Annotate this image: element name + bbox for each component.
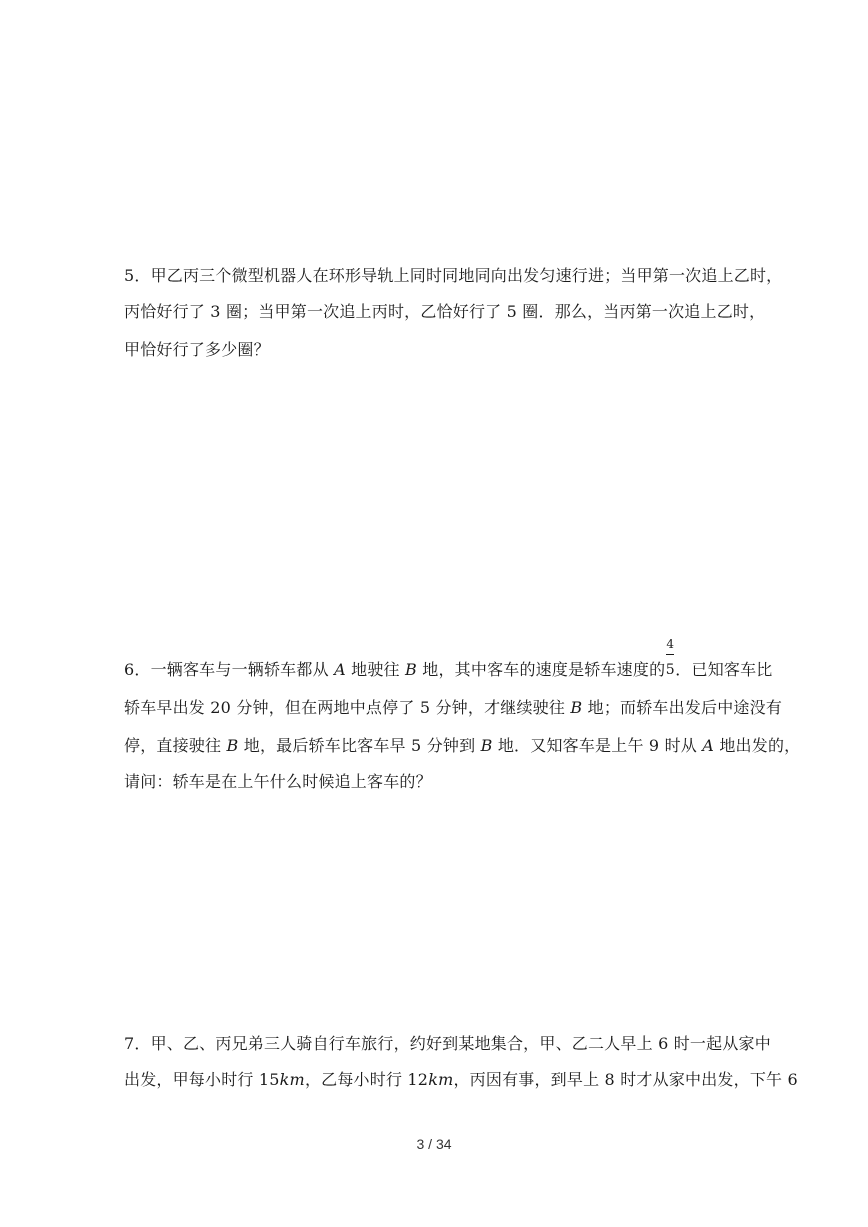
- unit-km: km: [279, 1070, 305, 1089]
- problem-6-text: 地．又知客车是上午 9 时从: [492, 736, 703, 755]
- problem-7-line-2: [124, 1070, 798, 1090]
- problem-6-text: 地出发的，: [714, 736, 801, 755]
- problem-5-line-2: 丙恰好行了 3 圈；当甲第一次追上丙时，乙恰好行了 5 圈．那么，当丙第一次追上乙时，: [124, 302, 766, 321]
- problem-5-line-1: 5．甲乙丙三个微型机器人在环形导轨上同时同地同向出发匀速行进；当甲第一次追上乙时，: [124, 266, 783, 285]
- fraction-four-fifths: [665, 637, 675, 680]
- problem-6-text: ．已知客车比: [675, 660, 773, 679]
- page-number: 3 / 34: [416, 1136, 452, 1152]
- problem-6-line-3: [124, 736, 800, 756]
- problem-6-text: 地，最后轿车比客车早 5 分钟到: [238, 736, 481, 755]
- problem-6-line-1: [124, 637, 773, 680]
- problem-6-text: 轿车早出发 20 分钟，但在两地中点停了 5 分钟，才继续驶往: [124, 698, 571, 717]
- problem-6-text: 停，直接驶往: [124, 736, 227, 755]
- unit-km: km: [428, 1070, 454, 1089]
- problem-6-line-4: 请问：轿车是在上午什么时候追上客车的？: [124, 772, 432, 791]
- problem-7-text: ，乙每小时行 12: [304, 1070, 429, 1089]
- fraction-denominator: 5: [665, 662, 675, 678]
- problem-6-text: 6．一辆客车与一辆轿车都从: [124, 660, 335, 679]
- variable-b: B: [480, 736, 493, 755]
- fraction-numerator: 4: [666, 637, 675, 651]
- problem-7-text: 出发，甲每小时行 15: [124, 1070, 280, 1089]
- variable-b: B: [226, 736, 239, 755]
- problem-6-text: 地，其中客车的速度是轿车速度的: [417, 660, 666, 679]
- problem-6-text: 地驶往: [345, 660, 406, 679]
- problem-6-line-2: [124, 698, 782, 718]
- variable-a: A: [334, 660, 346, 679]
- variable-b: B: [570, 698, 583, 717]
- problem-6-text: 地；而轿车出发后中途没有: [582, 698, 783, 717]
- fraction-bar: [666, 654, 674, 655]
- variable-a: A: [702, 736, 715, 755]
- problem-7-text: ，丙因有事，到早上 8 时才从家中出发，下午 6: [453, 1070, 798, 1089]
- variable-b: B: [405, 660, 417, 679]
- problem-7-line-1: 7．甲、乙、丙兄弟三人骑自行车旅行，约好到某地集合，甲、乙二人早上 6 时一起从家中: [124, 1034, 771, 1053]
- problem-5-line-3: 甲恰好行了多少圈？: [124, 340, 270, 359]
